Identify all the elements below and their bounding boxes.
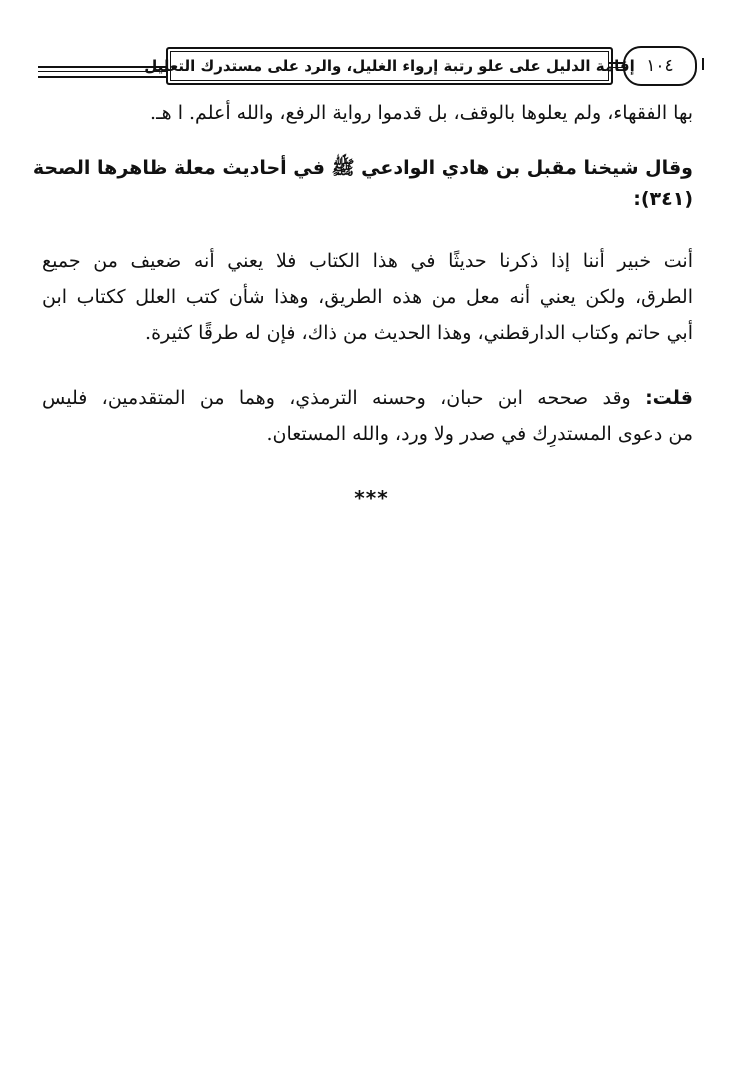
heading-line-2: (٣٤١): bbox=[633, 188, 693, 210]
running-title: إقامة الدليل على علو رتبة إرواء الغليل، والرد على مستدرك التعليل bbox=[144, 57, 635, 75]
paragraph-1-line-1: أنت خبير أننا إذا ذكرنا حديثًا في هذا الكتاب فلا يعني أنه ضعيف من جميع bbox=[42, 250, 693, 272]
heading-line-1: وقال شيخنا مقبل بن هادي الوادعي ﷺ في أحاديث معلة ظاهرها الصحة bbox=[32, 157, 693, 179]
qult-label: قلت: bbox=[645, 387, 693, 409]
section-separator: *** bbox=[354, 486, 389, 510]
running-title-box bbox=[144, 47, 635, 85]
paragraph-2-line-1-text: وقد صححه ابن حبان، وحسنه الترمذي، وهما من المتقدمين، فليس bbox=[42, 387, 631, 409]
header-connector bbox=[609, 62, 623, 64]
text-line-1: بها الفقهاء، ولم يعلوها بالوقف، بل قدموا رواية الرفع، والله أعلم. ا هـ. bbox=[150, 102, 693, 124]
paragraph-2-line-1 bbox=[42, 387, 693, 409]
paragraph-1-line-2: الطرق، ولكن يعني أنه معل من هذه الطريق، وهذا شأن كتب العلل ككتاب ابن bbox=[42, 286, 693, 308]
header-rule-bottom bbox=[38, 76, 166, 78]
page-number-box bbox=[623, 46, 697, 86]
header-connector-thin bbox=[609, 67, 623, 68]
paragraph-1-line-3: أبي حاتم وكتاب الدارقطني، وهذا الحديث من ذاك، فإن له طرقًا كثيرة. bbox=[145, 322, 693, 344]
paragraph-2-line-2: من دعوى المستدرِك في صدر ولا ورد، والله المستعان. bbox=[266, 423, 693, 445]
page-number: ١٠٤ bbox=[646, 56, 674, 76]
page-header bbox=[38, 44, 702, 88]
header-end-tick bbox=[693, 58, 704, 70]
